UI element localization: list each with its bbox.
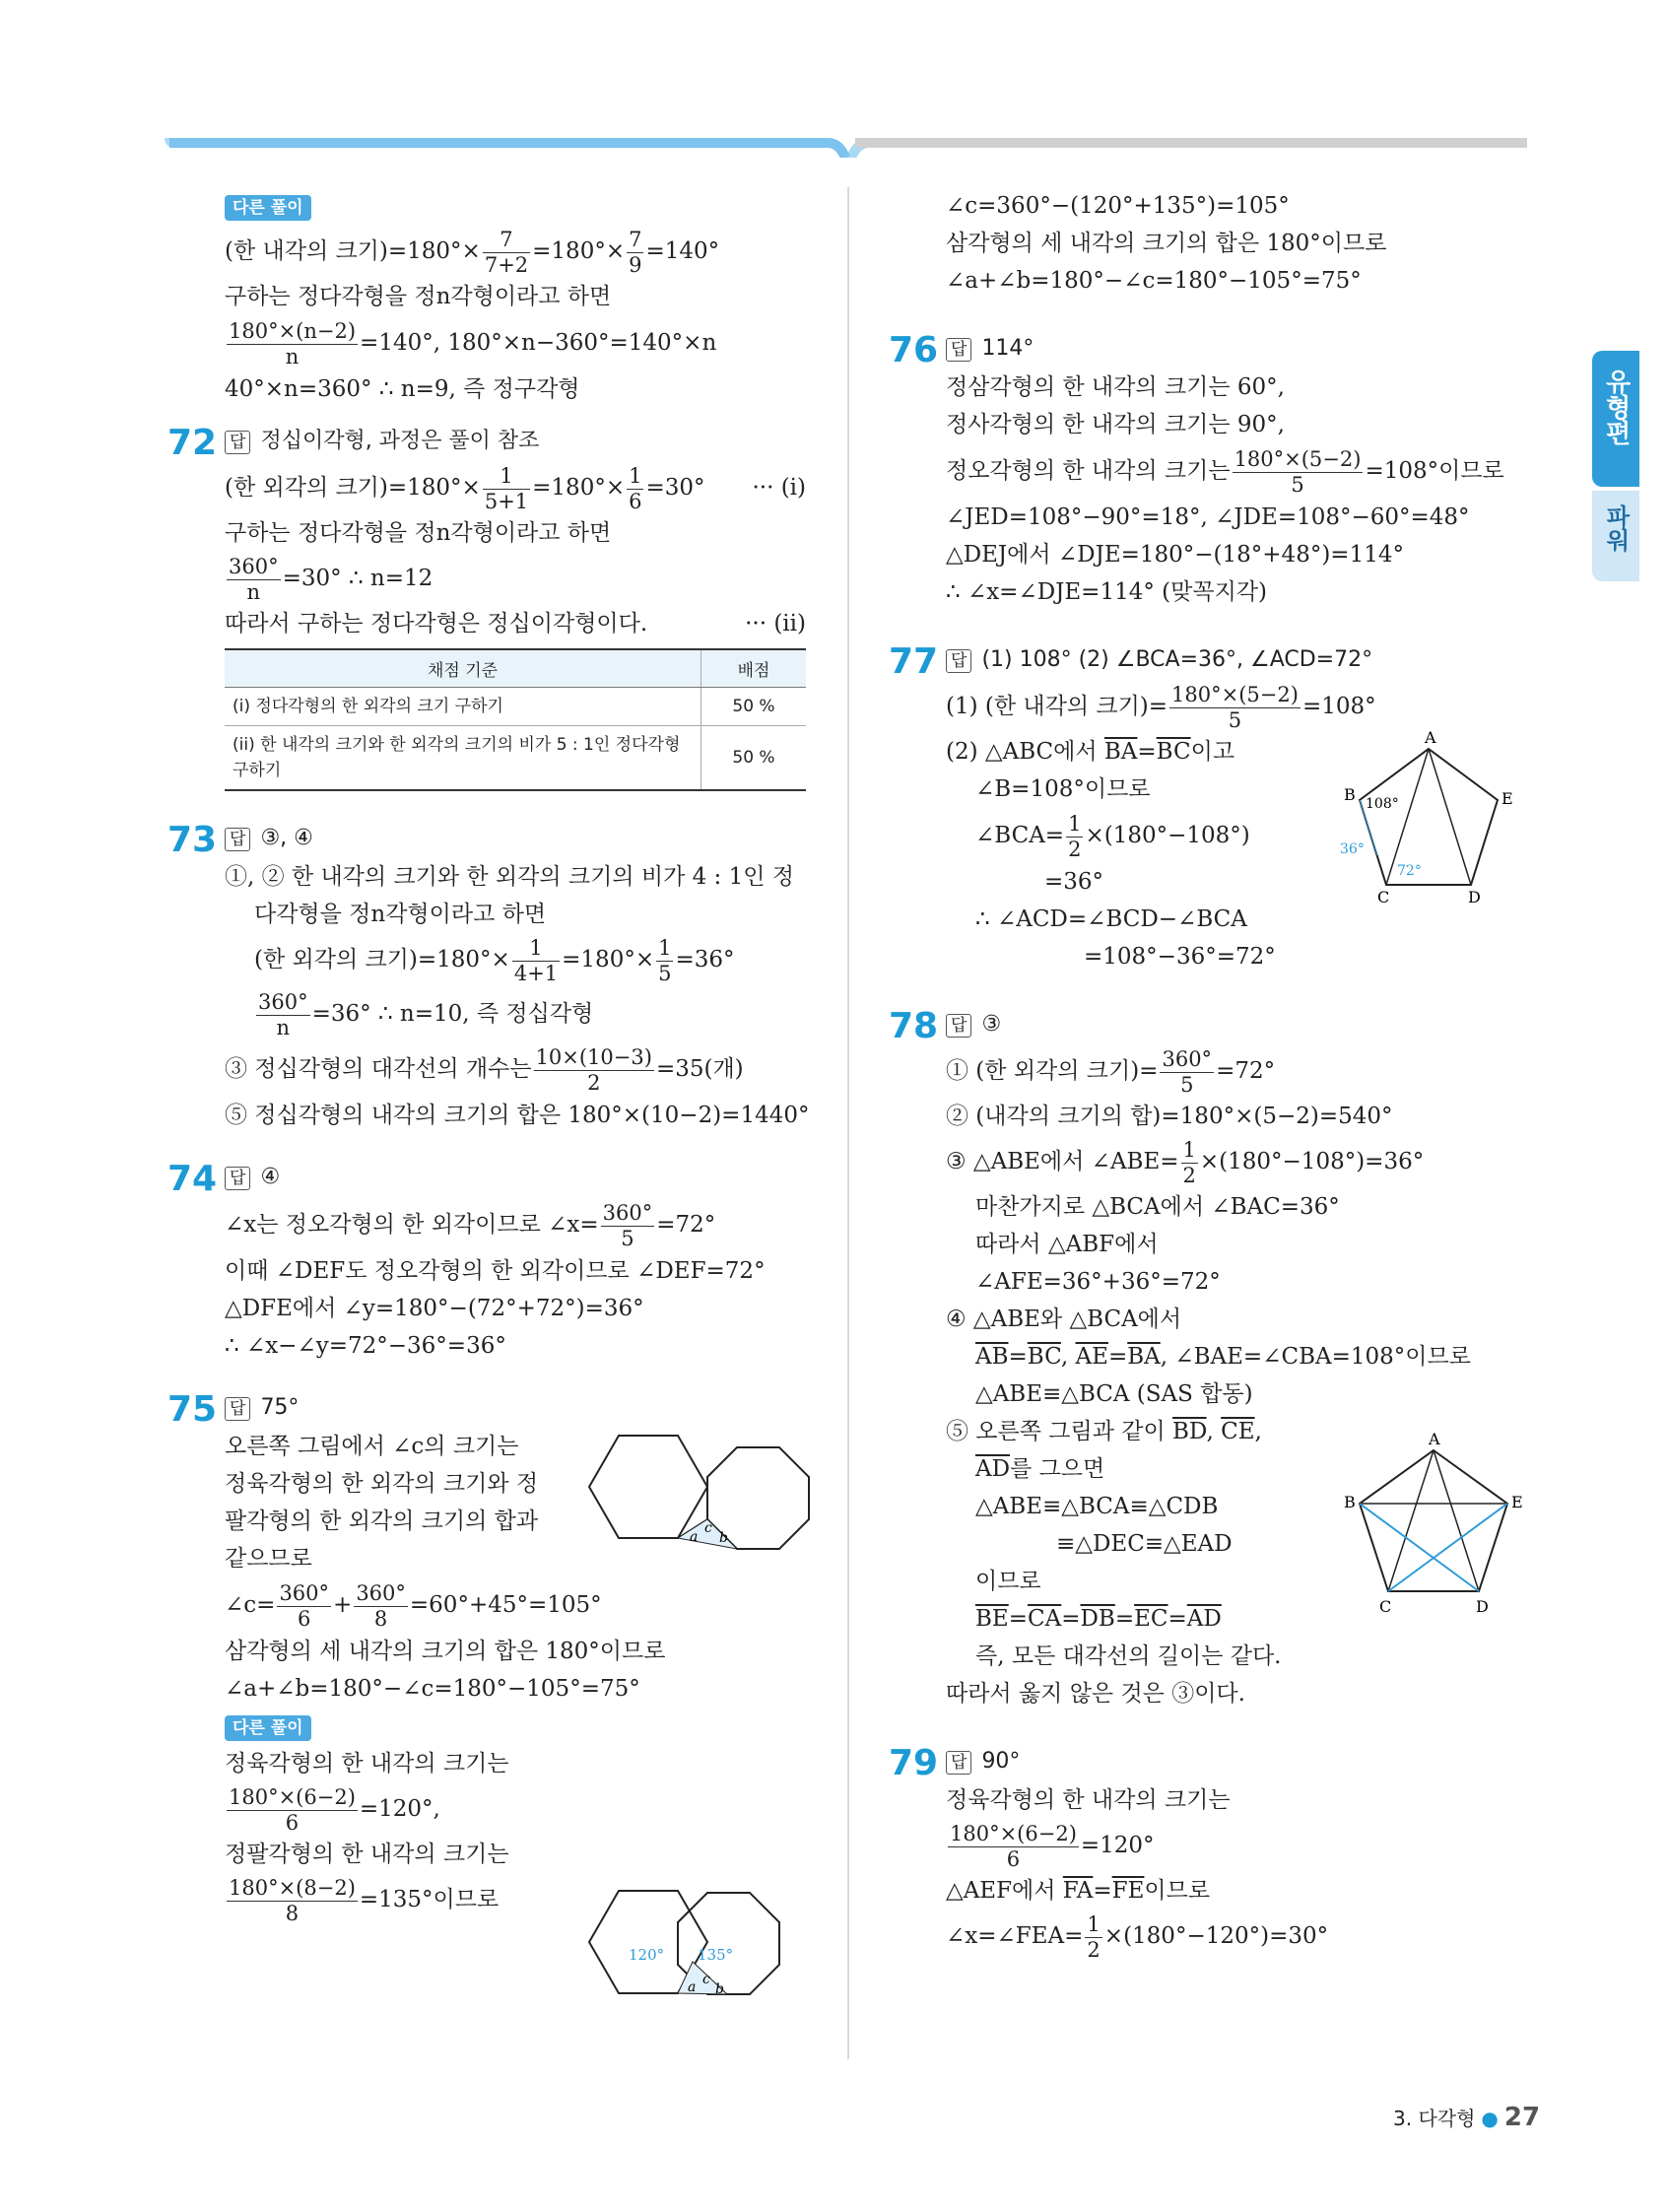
text: ∠a+∠b=180°−∠c=180°−105°=75° (225, 1676, 640, 1702)
text: 정육각형의 한 내각의 크기는 (946, 1787, 1231, 1813)
answer-label: 답 (225, 1167, 250, 1190)
text: ∴ ∠ACD=∠BCD−∠BCA (975, 906, 1247, 932)
text: 마찬가지로 △BCA에서 ∠BAC=36° (975, 1194, 1340, 1220)
answer-label: 답 (225, 1397, 250, 1421)
pentagon-figure (1340, 729, 1517, 906)
angle-c-label: c (704, 1520, 712, 1536)
text: (한 내각의 크기)=180°× (225, 238, 481, 264)
text: ∠x=∠FEA= (946, 1923, 1084, 1949)
fraction: $\frac{1}{5+1}$ (484, 463, 529, 513)
text: =35(개) (655, 1056, 744, 1082)
text: ∠c=360°−(120°+135°)=105° (946, 193, 1290, 219)
angle-a-label: a (688, 1979, 697, 1995)
text: △ABE≡△BCA (SAS 합동) (975, 1381, 1253, 1407)
text: 삼각형의 세 내각의 크기의 합은 180°이므로 (225, 1639, 666, 1664)
question-number: 79 (889, 1743, 939, 1783)
side-tab-sub[interactable] (1592, 491, 1639, 581)
question-77 (889, 640, 1537, 975)
fraction: $\frac{1}{2}$ (1068, 811, 1082, 861)
answer-text: 75° (260, 1395, 300, 1420)
text: ≡△DEC≡△EAD (1056, 1531, 1233, 1557)
angle-b-label: b (715, 1981, 724, 1997)
text: =30° ∴ n=12 (282, 566, 434, 591)
fraction: $\frac{1}{5}$ (658, 935, 672, 985)
table-row: (i) 정다각형의 한 외각의 크기 구하기 50 % (225, 688, 806, 726)
answer-label: 답 (946, 1751, 971, 1775)
chapter-label: 3. 다각형 (1393, 2107, 1476, 2130)
pentagon-diagonals-figure (1340, 1429, 1527, 1626)
fraction: $\frac{360^\circ}{8}$ (356, 1580, 406, 1631)
segment: $\overline{BC}$ (1156, 739, 1191, 765)
text: =120° (1080, 1833, 1155, 1858)
text: =72° (1216, 1058, 1276, 1084)
side-tab-main-label: 유형편 (1601, 369, 1631, 445)
text: = (1137, 739, 1157, 765)
text: ①, ② 한 내각의 크기와 한 외각의 크기의 비가 4 : 1인 정 (225, 864, 794, 890)
text: 정육각형의 한 내각의 크기는 (225, 1751, 509, 1776)
text: 구하는 정다각형을 정n각형이라고 하면 (225, 520, 612, 546)
fraction: $\frac{360^\circ}{5}$ (1162, 1046, 1213, 1097)
answer-text: 정십이각형, 과정은 풀이 참조 (260, 429, 540, 453)
fraction: $\frac{180^\circ\times(8-2)}{8}$ (229, 1875, 356, 1925)
question-number: 75 (167, 1389, 218, 1430)
vertex-b-label: B (1344, 1493, 1356, 1511)
question-75 (167, 1388, 806, 1997)
question-73 (167, 819, 810, 1134)
text: 정팔각형의 한 내각의 크기는 (225, 1842, 509, 1867)
alt-solution-badge: 다른 풀이 (225, 195, 311, 221)
side-tab-sub-label: 파워 (1602, 504, 1630, 552)
text: 이고 (1190, 739, 1235, 765)
text: =180°× (532, 475, 626, 501)
text: 정육각형의 한 외각의 크기와 정 (225, 1471, 539, 1497)
vertex-c-label: C (1377, 888, 1390, 906)
page-footer: 3. 다각형 ● 27 (1393, 2103, 1541, 2132)
text: =108°−36°=72° (1084, 944, 1276, 970)
fraction: $\frac{1}{2}$ (1182, 1137, 1196, 1187)
question-74 (167, 1158, 806, 1365)
text: =180°× (562, 947, 655, 972)
text: ∴ ∠x=∠DJE=114° (맞꼭지각) (946, 579, 1267, 605)
text: 즉, 모든 대각선의 길이는 같다. (975, 1643, 1282, 1669)
text: 40°×n=360° ∴ n=9, 즉 정구각형 (225, 376, 580, 402)
text: 정오각형의 한 내각의 크기는 (946, 458, 1231, 484)
fraction: $\frac{1}{4+1}$ (513, 935, 559, 985)
fraction: $\frac{180^\circ\times(6-2)}{6}$ (229, 1784, 356, 1835)
fraction: $\frac{7}{7+2}$ (484, 227, 529, 277)
hexagon-octagon-figure (569, 1408, 816, 1556)
text: ∴ ∠x−∠y=72°−36°=36° (225, 1333, 506, 1359)
text: 따라서 △ABF에서 (975, 1232, 1159, 1257)
text: =120°, (359, 1796, 440, 1822)
fraction: $\frac{180^\circ\times(5-2)}{5}$ (1234, 446, 1362, 497)
text: 따라서 옳지 않은 것은 ③이다. (946, 1681, 1245, 1707)
text: ×(180°−108°) (1085, 823, 1250, 848)
text: ∠AFE=36°+36°=72° (975, 1269, 1221, 1295)
angle-36-label: 36° (1340, 841, 1365, 857)
fraction: $\frac{7}{9}$ (629, 227, 642, 277)
fraction: $\frac{10\times(10-3)}{2}$ (535, 1044, 652, 1095)
text: △DEJ에서 ∠DJE=180°−(18°+48°)=114° (946, 542, 1404, 568)
vertex-a-label: A (1429, 1430, 1440, 1448)
text: (1) (한 내각의 크기)= (946, 694, 1168, 719)
text: 팔각형의 한 외각의 크기의 합과 (225, 1508, 539, 1534)
fraction: $\frac{1}{2}$ (1087, 1911, 1101, 1962)
text: ∠a+∠b=180°−∠c=180°−105°=75° (946, 268, 1362, 294)
side-tab-main[interactable] (1592, 351, 1639, 487)
fraction: $\frac{1}{6}$ (629, 463, 642, 513)
answer-text: (1) 108° (2) ∠BCA=36°, ∠ACD=72° (981, 647, 1373, 672)
text: =30° (645, 475, 705, 501)
text: ∠c= (225, 1592, 276, 1618)
page-number: 27 (1503, 2103, 1541, 2132)
text: ④ △ABE와 △BCA에서 (946, 1307, 1182, 1332)
answer-label: 답 (225, 431, 250, 454)
text: △DFE에서 ∠y=180°−(72°+72°)=36° (225, 1296, 644, 1321)
text: =36° (1044, 869, 1104, 895)
right-column (889, 187, 1537, 1963)
text: ③ 정십각형의 대각선의 개수는 (225, 1056, 532, 1082)
text: =140° (645, 238, 720, 264)
text: 구하는 정다각형을 정n각형이라고 하면 (225, 284, 612, 309)
angle-a-label: a (690, 1529, 699, 1545)
question-number: 78 (889, 1006, 939, 1046)
table-header: 채점 기준 (225, 649, 701, 688)
text: =135°이므로 (359, 1887, 500, 1912)
text: =140°, 180°×n−360°=140°×n (360, 330, 717, 356)
table-row: (ii) 한 내각의 크기와 한 외각의 크기의 비가 5 : 1인 정다각형 구하기 50 % (225, 726, 806, 791)
text: ×(180°−108°)=36° (1199, 1149, 1425, 1174)
text: ① (한 외각의 크기)= (946, 1058, 1159, 1084)
angle-b-label: b (719, 1530, 728, 1546)
answer-label: 답 (946, 1014, 971, 1038)
vertex-e-label: E (1511, 1493, 1523, 1511)
question-number: 72 (167, 423, 218, 463)
fraction: $\frac{360^\circ}{5}$ (602, 1200, 653, 1250)
text: ③ △ABE에서 ∠ABE= (946, 1149, 1179, 1174)
angle-c-label: c (702, 1972, 710, 1987)
question-number: 76 (889, 330, 939, 370)
text: =180°× (532, 238, 626, 264)
vertex-e-label: E (1501, 789, 1513, 808)
text: =60°+45°=105° (409, 1592, 602, 1618)
text: (한 외각의 크기)=180°× (225, 475, 481, 501)
vertex-d-label: D (1476, 1597, 1489, 1616)
text: 이므로 (975, 1569, 1041, 1594)
text: ∠x는 정오각형의 한 외각이므로 ∠x= (225, 1212, 599, 1238)
text: =108°이므로 (1365, 458, 1504, 484)
answer-text: ④ (260, 1165, 281, 1189)
text: =36° (675, 947, 735, 972)
text: (2) △ABC에서 (946, 739, 1104, 765)
text: 정사각형의 한 내각의 크기는 90°, (946, 412, 1285, 437)
question-78: 78 답 ③ ① (한 외각의 크기)= $\frac{360^\circ}{5}$ =72° ② (내각의 크기의 합)=180°×(5−2)=540° ③ △ABE에서 ∠ABE= $\frac{1}{2}$ ×(180°−108°)=36° 마찬가지로 △BCA에서 ∠BAC=36° 따라서 △ABF에서 ∠AFE=36°+36°=72° ④ △ABE와 △BCA에서 $\overline{AB}=\overline{BC}$, $\overline{AE}=\overline{BA}$, ∠BAE=∠CBA=108°이므로 △ABE≡△BCA (SAS 합동) ⑤ 오른쪽 그림과 같이 $\overline{BD}$, $\overline{CE}$, $\overline{AD}$를 그으면 △ABE≡△BCA≡△CDB ≡△DEC≡△EAD 이므로 $\overline{BE}=\overline{CA}=\overline{DB}=\overline{EC}=\overline{AD}$ 즉, 모든 대각선의 길이는 같다. 따라서 옳지 않은 것은 ③이다. A B C D E (946, 1005, 1537, 1712)
scoring-table (225, 648, 806, 791)
text: =108° (1301, 694, 1376, 719)
question-72 (167, 422, 806, 791)
question-76 (889, 329, 1537, 611)
step-mark: ··· (i) (752, 475, 806, 501)
text: + (333, 1592, 353, 1618)
alt-solution-badge: 다른 풀이 (225, 1715, 311, 1741)
column-divider (847, 187, 849, 2059)
angle-135-label: 135° (698, 1946, 734, 1964)
step-mark: ··· (ii) (745, 611, 806, 637)
vertex-a-label: A (1425, 729, 1436, 747)
fraction: $\frac{180^\circ\times(6-2)}{6}$ (950, 1821, 1077, 1871)
answer-label: 답 (946, 649, 971, 673)
text: ∠B=108°이므로 (975, 776, 1151, 802)
text: 같으므로 (225, 1546, 312, 1572)
table-header: 배점 (701, 649, 807, 688)
top-header-bar (0, 0, 1668, 158)
answer-label: 답 (225, 828, 250, 851)
text: ⑤ 정십각형의 내각의 크기의 합은 180°×(10−2)=1440° (225, 1103, 810, 1128)
angle-120-label: 120° (629, 1946, 665, 1964)
hexagon-octagon-angle-figure (579, 1863, 826, 2011)
question-number: 73 (167, 820, 218, 860)
question-79: 79 답 90° 정육각형의 한 내각의 크기는 $\frac{180^\circ\times(6-2)}{6}$ =120° △AEF에서 $\overline{FA}=\overline{FE}$이므로 ∠x=∠FEA= $\frac{1}{2}$ ×(180°−120°)=30° (946, 1742, 1537, 1963)
text: ② (내각의 크기의 합)=180°×(5−2)=540° (946, 1104, 1393, 1129)
segment: $\overline{BA}$ (1103, 739, 1138, 765)
fraction: $\frac{180^\circ\times(5-2)}{5}$ (1171, 682, 1299, 732)
vertex-b-label: B (1344, 785, 1356, 804)
vertex-c-label: C (1379, 1597, 1392, 1616)
text: 오른쪽 그림에서 ∠c의 크기는 (225, 1434, 519, 1459)
text: =72° (656, 1212, 716, 1238)
text: 삼각형의 세 내각의 크기의 합은 180°이므로 (946, 231, 1387, 256)
text: =36° ∴ n=10, 즉 정십각형 (311, 1001, 594, 1027)
question-number: 77 (889, 641, 939, 682)
answer-text: ③ (981, 1012, 1002, 1037)
angle-108-label: 108° (1366, 796, 1399, 812)
left-column (167, 187, 810, 1997)
fraction: $\frac{360^\circ}{n}$ (229, 554, 279, 604)
text: △ABE≡△BCA≡△CDB (975, 1494, 1219, 1519)
answer-text: 114° (981, 336, 1034, 361)
text: 이때 ∠DEF도 정오각형의 한 외각이므로 ∠DEF=72° (225, 1258, 766, 1284)
angle-72-label: 72° (1397, 863, 1422, 879)
question-number: 74 (167, 1159, 218, 1199)
fraction: $\frac{360^\circ}{n}$ (258, 989, 308, 1039)
answer-text: ③, ④ (260, 826, 313, 850)
answer-text: 90° (981, 1749, 1021, 1774)
text: (한 외각의 크기)=180°× (254, 947, 510, 972)
text: 따라서 구하는 정다각형은 정십이각형이다. (225, 611, 648, 637)
text: ∠BCA= (975, 823, 1065, 848)
text: ×(180°−120°)=30° (1103, 1923, 1329, 1949)
fraction: $\frac{180^\circ\times(n-2)}{n}$ (229, 318, 357, 369)
fraction: $\frac{360^\circ}{6}$ (279, 1580, 330, 1631)
vertex-d-label: D (1468, 888, 1481, 906)
text: 정삼각형의 한 내각의 크기는 60°, (946, 374, 1285, 400)
answer-label: 답 (946, 338, 971, 362)
text: ∠JED=108°−90°=18°, ∠JDE=108°−60°=48° (946, 504, 1470, 530)
text: 다각형을 정n각형이라고 하면 (254, 902, 547, 927)
